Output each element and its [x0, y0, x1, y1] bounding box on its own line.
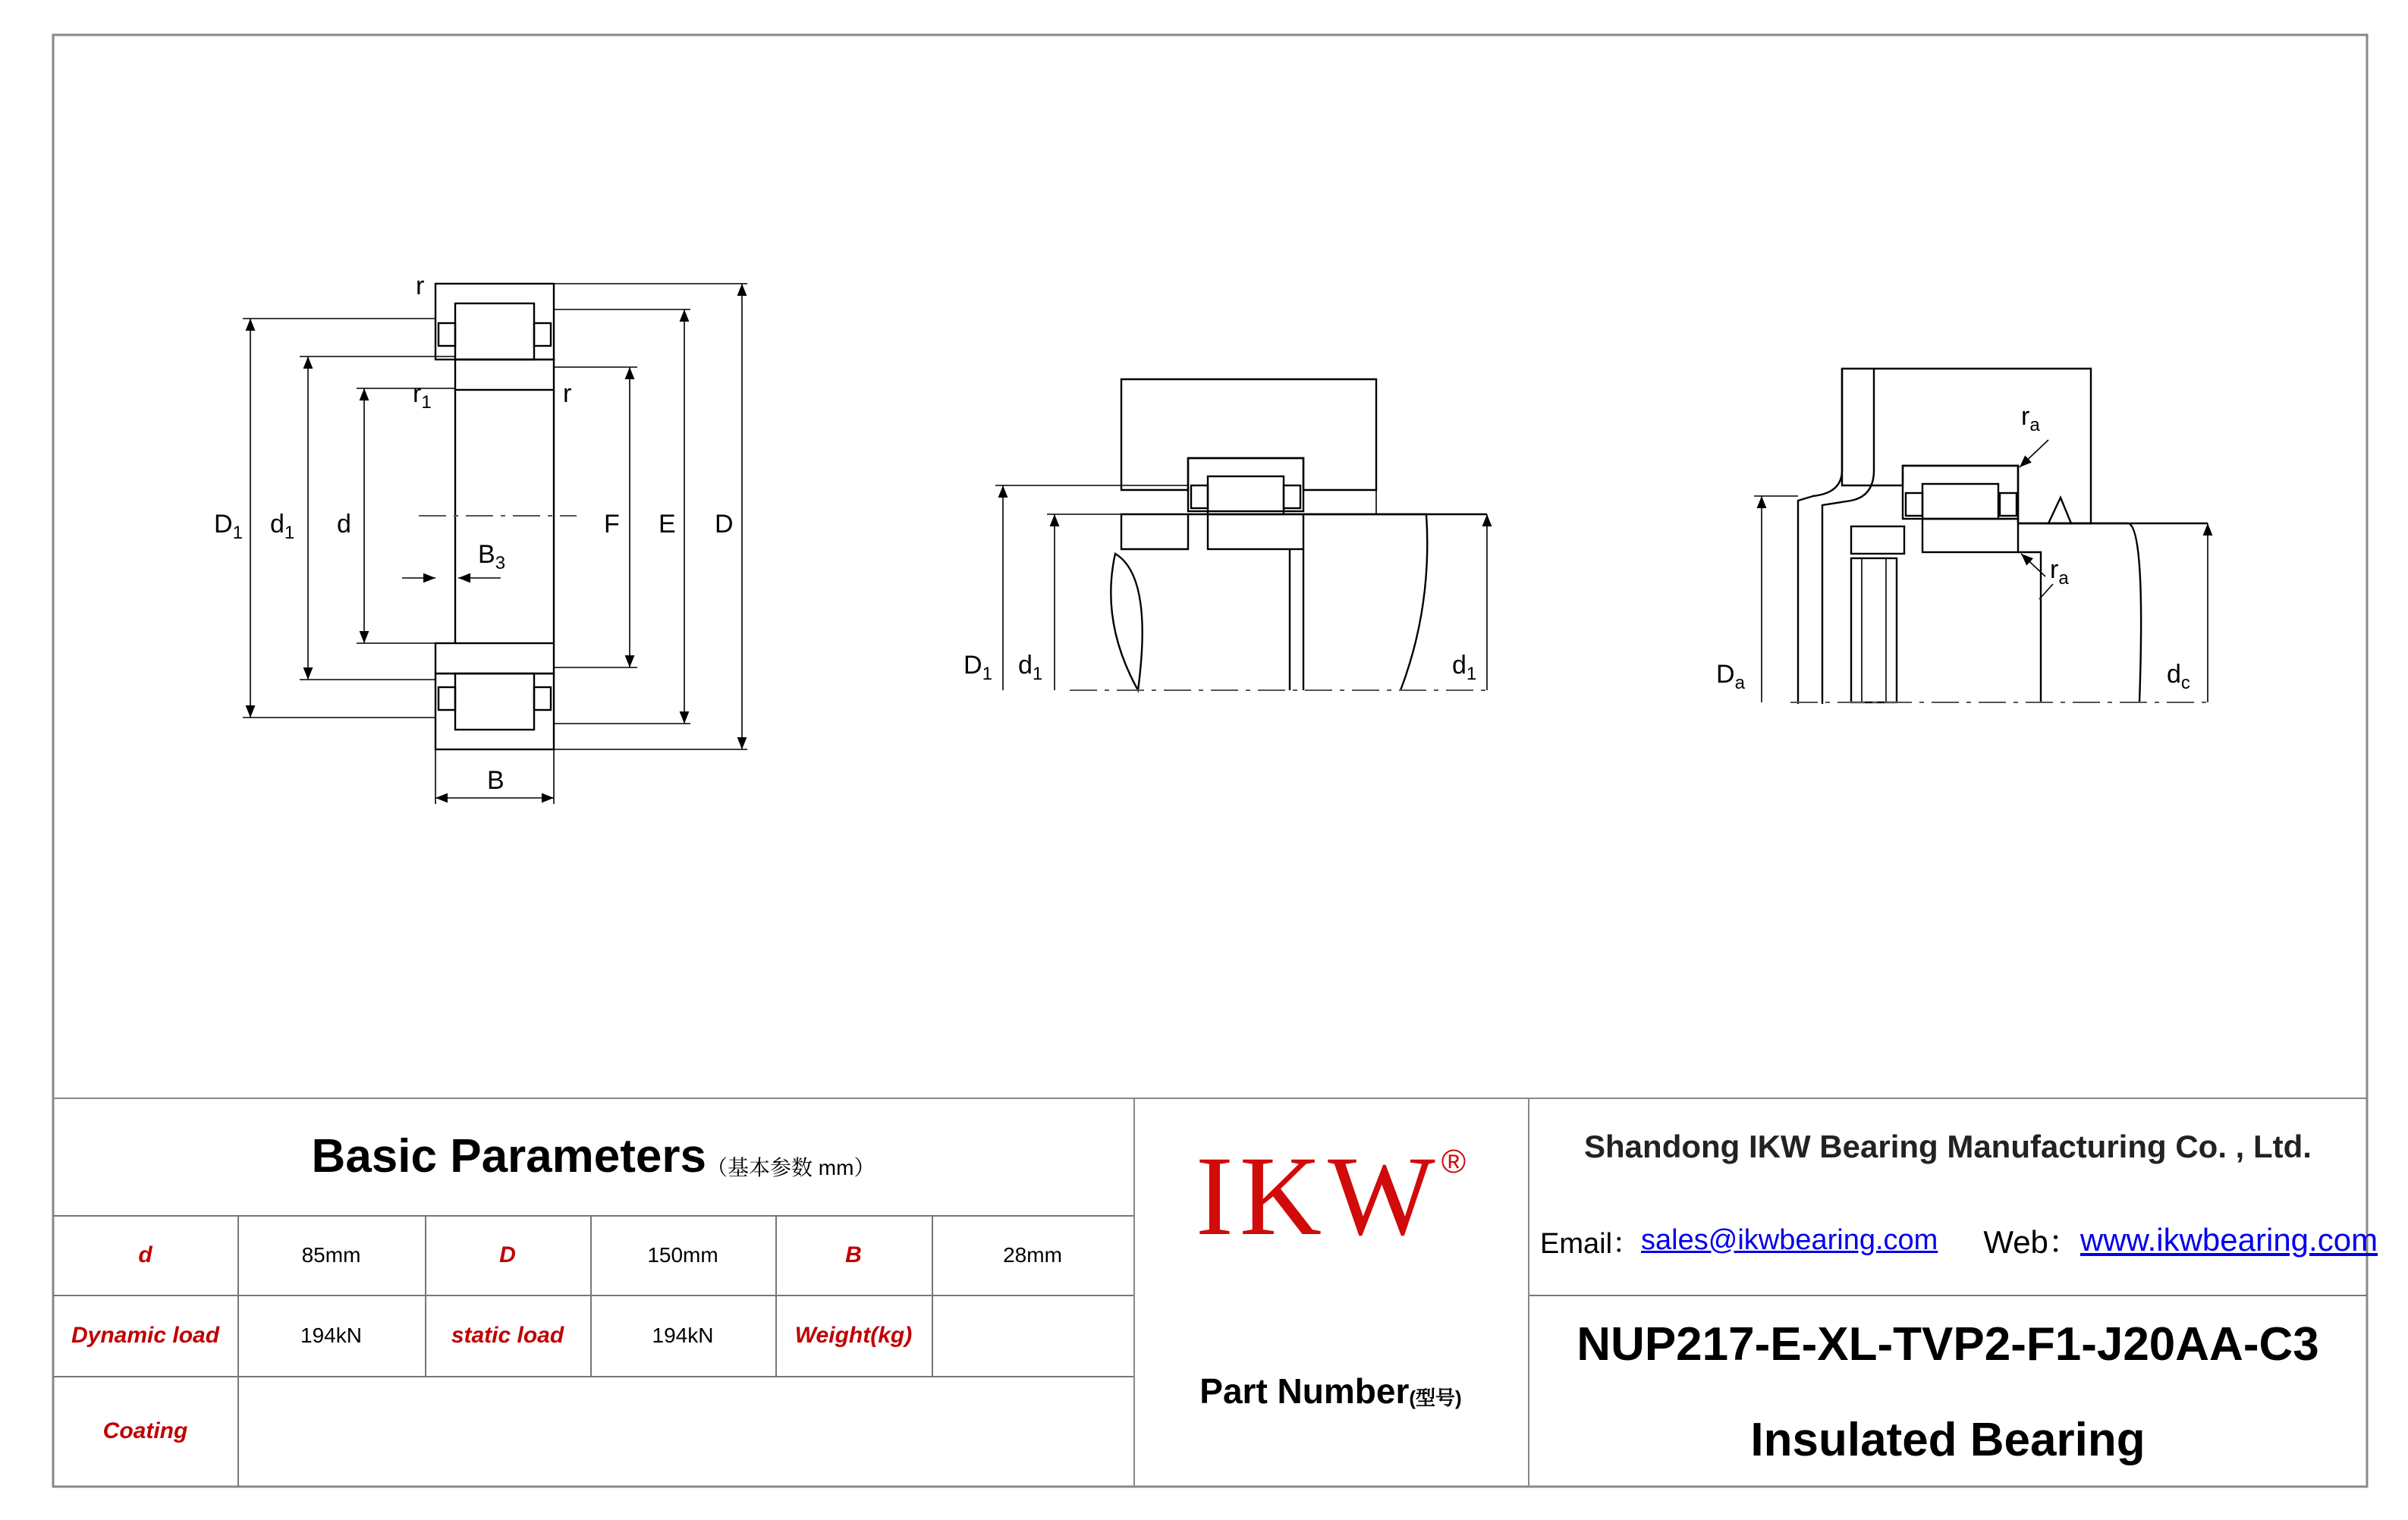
email-link[interactable]: sales@ikwbearing.com: [1641, 1223, 1938, 1256]
ikw-logo: [1133, 1098, 1528, 1295]
mounting-view-housing: [964, 379, 1487, 690]
ikw-logo-text: IKW: [1195, 1133, 1441, 1259]
label-F: F: [604, 510, 620, 539]
label-d1: $d_1$: [270, 510, 295, 543]
mounting-view-abutment: [1716, 369, 2208, 704]
param-value-static-load: 194kN: [652, 1323, 714, 1347]
label-D: D: [715, 510, 734, 539]
label-d1-mount-right: $d_1$: [1452, 651, 1477, 684]
param-name-D: D: [499, 1242, 516, 1267]
param-name-weight: Weight(kg): [794, 1322, 913, 1348]
label-D1: $D_1$: [214, 510, 243, 543]
web-link[interactable]: www.ikwbearing.com: [2079, 1222, 2378, 1258]
param-name-static-load: static load: [451, 1322, 564, 1348]
param-name-coating: Coating: [102, 1418, 188, 1443]
param-name-d: d: [138, 1242, 152, 1267]
param-name-dynamic-load: Dynamic load: [71, 1322, 220, 1348]
param-name-B: B: [845, 1242, 862, 1267]
label-r1: $r_1$: [413, 379, 432, 413]
email-label: Email：: [1540, 1227, 1642, 1260]
part-number-value: NUP217-E-XL-TVP2-F1-J20AA-C3: [1577, 1317, 2319, 1371]
param-value-B: 28mm: [1003, 1242, 1062, 1267]
label-dc: $d_c$: [2167, 660, 2190, 693]
label-d: d: [337, 510, 351, 539]
basic-parameters-unit: （基本参数 mm）: [706, 1155, 875, 1179]
web-label: Web：: [1983, 1224, 2080, 1260]
label-r-right: r: [563, 379, 572, 408]
label-d1-mount-left: $d_1$: [1018, 651, 1043, 684]
part-number-label: Part Number: [1199, 1371, 1410, 1411]
label-r-top: r: [416, 272, 425, 300]
param-value-coating: [237, 1376, 1133, 1487]
basic-parameters-title: [53, 1098, 1133, 1215]
label-B3: $B_3$: [478, 540, 506, 573]
param-value-d: 85mm: [301, 1242, 361, 1267]
label-ra-bottom: $r_a$: [2050, 555, 2069, 589]
label-D1-mount: $D_1$: [964, 651, 992, 684]
registered-mark-icon: ®: [1441, 1143, 1466, 1180]
basic-parameters-label: Basic Parameters: [311, 1130, 707, 1182]
product-type: Insulated Bearing: [1750, 1414, 2146, 1466]
param-value-dynamic-load: 194kN: [300, 1323, 362, 1347]
label-Da: $D_a$: [1716, 660, 1745, 693]
bearing-section-view: [214, 272, 747, 804]
part-number-label-cell: [1133, 1295, 1528, 1487]
label-B: B: [487, 766, 505, 795]
company-name: Shandong IKW Bearing Manufacturing Co. , Ltd.: [1584, 1129, 2312, 1164]
part-number-label-suffix: (型号): [1409, 1387, 1462, 1409]
param-value-D: 150mm: [647, 1242, 718, 1267]
label-ra-top: $r_a$: [2021, 402, 2040, 435]
contact-line: [1540, 1214, 2378, 1267]
param-value-weight: [932, 1295, 1133, 1376]
label-E: E: [659, 510, 676, 539]
